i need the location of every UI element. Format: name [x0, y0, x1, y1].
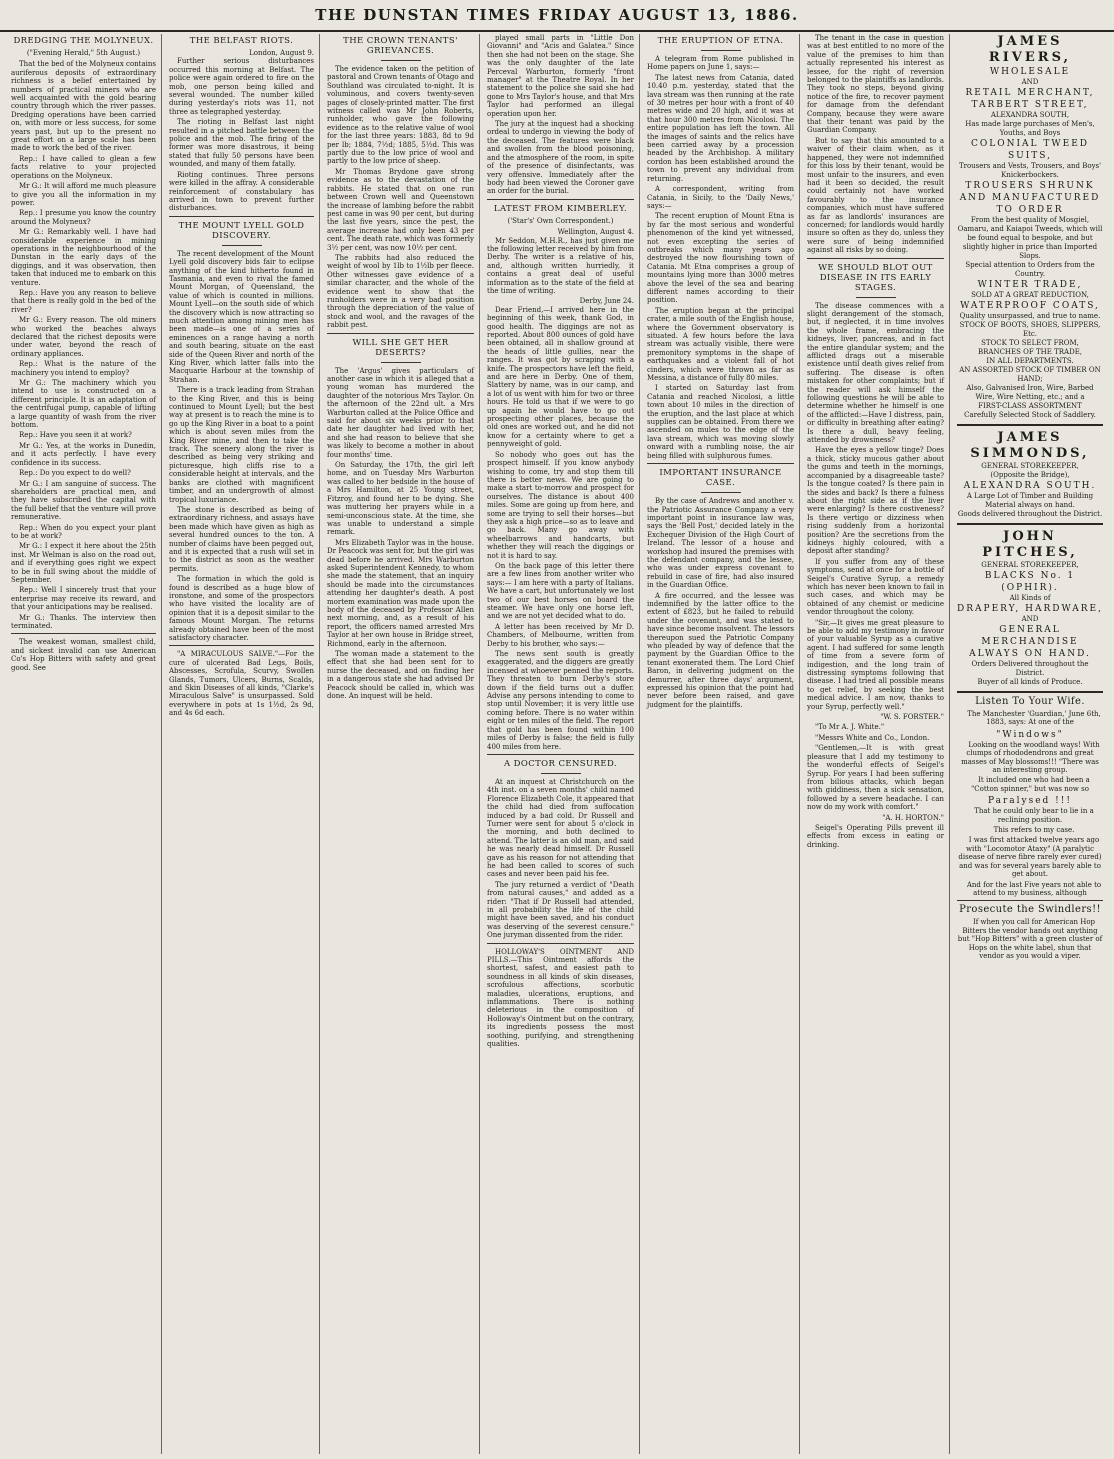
advert-line: Buyer of all kinds of Produce.	[977, 678, 1083, 686]
paragraph: The formation in which the gold is found is described as a huge blow of ironstone, and some of the prospectors who have visited the locality are of opinion that it is a deposit similar to the famous Mount Morgan. The returns already obtained have been of the most satisfactory character.	[169, 575, 314, 642]
divider	[807, 258, 944, 259]
advert-line: "Windows"	[996, 729, 1064, 740]
paragraph: The eruption began at the principal crater, a mile south of the English house, where the Government observatory is situated. A few hours before the lava stream was actually visible, there were premonitory symptoms in the shape of earthquakes and a violent fall of hot cinders, which were thrown as far as Messina, a distance of fully 80 miles.	[647, 306, 794, 383]
column-7-advertisements	[952, 34, 1108, 1454]
advert-line: DRAPERY, HARDWARE,	[957, 604, 1103, 614]
article-heading: WILL SHE GET HER DESERTS?	[352, 337, 449, 358]
article-heading: LATEST FROM KIMBERLEY.	[493, 203, 628, 214]
advert-line: Paralysed !!!	[987, 796, 1073, 807]
divider	[701, 492, 741, 493]
paragraph: On the back page of this letter there are a few lines from another writer who says:— I am here with a party of Italians. We have a cart, but unfortunately we lost two of our best horses on board the steamer. We have only one horse left, and we are not yet decided what to do.	[487, 561, 634, 621]
advert-line: IN ALL DEPARTMENTS.	[986, 357, 1074, 365]
testimonial: "Messrs White and Co., London.	[815, 733, 930, 742]
paragraph: Further serious disturbances occurred this morning at Belfast. The police were again ordered to fire on the mob, one person being killed and several wounded. The number killed during yesterday's riots was 11, not three as telegraphed yesterday.	[169, 57, 314, 116]
advert-line: STOCK TO SELECT FROM,	[981, 339, 1079, 347]
paragraph: Dear Friend,—I arrived here in the beginning of this week, thank God, in good health. The diggings are not as reported. About 800 ounces of gold have been obtained, all in shallow ground at the heads of little gullies, near the ranges. It was got by scraping with a knife. The prospectors have left the field, and are here in Derby. One of them, Slattery by name, was in our camp, and a lot of us went with him for two or three hours. He told us that if we were to go up again he would have to go out prospecting other places, because the old ones are worked out, and he did not know for a certainty where to get a pennyweight of gold.	[487, 305, 634, 449]
paragraph: The woman made a statement to the effect that she had been sent for to nurse the deceased, and on finding her in a dangerous state she had advised Dr Peacock should be called in, which was done. An inquest will be held.	[327, 650, 474, 701]
testimonial: "Sir,—It gives me great pleasure to be able to add my testimony in favour of your valuable Syrup as a curative agent. I had suffered for some length of time from a severe form of indigestion, and the long train of distressing symptoms following that disease. I had tried all possible means to get relief, by seeking the best medical advice. I am now, thanks to your Syrup, perfectly well."	[807, 618, 944, 711]
paragraph: The rioting in Belfast last night resulted in a pitched battle between the police and the mob. The firing of the former was more disastrous, it being stated that fully 50 persons have been wounded, and many of them fatally.	[169, 118, 314, 169]
dateline: Wellington, August 4.	[557, 228, 634, 237]
article-heading: A DOCTOR CENSURED.	[503, 758, 618, 769]
divider	[957, 424, 1103, 426]
paragraph: The jury at the inquest had a shocking ordeal to undergo in viewing the body of the deceased. The features were black and swollen from the blood poisoning, and the atmosphere of the room, in spite of the presence of disinfectants, was very offensive. Immediately after the body had been viewed the Coroner gave an order for the burial.	[487, 120, 634, 196]
paragraph: Mr G.: Thanks. The interview then terminated.	[11, 613, 156, 630]
paragraph: The latest news from Catania, dated 10.40 p.m. yesterday, stated that the lava stream was then running at the rate of 30 metres per hour with a front of 40 metres wide and 20 high, and it was at that hour 300 metres from Nicolosi. The entire population has left the town. All the images of saints and the relics have been carried away by a procession headed by the Archbishop. A military cordon has been established around the town to prevent any individual from returning.	[647, 73, 794, 183]
paragraph: I started on Saturday last from Catania and reached Nicolosi, a little town about 10 miles in the direction of the eruption, and the last place at which supplies can be obtained. From there we ascended on mules to the edge of the lava stream, which was moving slowly onward with a rumbling noise, the air being filled with sulphurous fumes.	[647, 384, 794, 460]
divider	[169, 645, 314, 646]
paragraph: At an inquest at Christchurch on the 4th inst. on a seven months' child named Florence Elizabeth Cole, it appeared that the child had died from suffocation induced by a bad cold. Dr Russell and Turner were sent for about 5 o'clock in the morning, and both declined to attend. The latter is an old man, and said he was nearly dead himself. Dr Russell gave as his reason for not attending that he had been called to scores of such cases and never been paid his fee.	[487, 777, 634, 879]
advert-heading: Prosecute the Swindlers!!	[959, 904, 1101, 916]
paragraph: Mr G.: It will afford me much pleasure to give you all the information in my power.	[11, 182, 156, 207]
paragraph: Rep.: Well I sincerely trust that your enterprise may receive its reward, and that your anticipations may be realised.	[11, 586, 156, 612]
divider	[169, 216, 314, 217]
advert-line: GENERAL MERCHANDISE	[981, 625, 1079, 647]
paragraph: Mr Thomas Brydone gave strong evidence as to the devastation of the rabbits. He stated that on one run between Crown well and Queenstown the increase of lambing before the rabbit pest came in was 90 per cent, but during the last five years, since the pest, the average increase had only been 43 per cent. The death rate, which was formerly 3½ per cent, was now 10½ per cent.	[327, 167, 474, 252]
advert-line: BRANCHES OF THE TRADE,	[977, 348, 1083, 356]
advert-line: All Kinds of	[1009, 594, 1051, 602]
paragraph: The Manchester 'Guardian,' June 6th, 1883, says: At one of the	[967, 710, 1101, 727]
paragraph: So nobody who goes out has the prospect himself. If you know anybody wishing to come, try and stop them till there is better news. We are going to make a start to-morrow and prospect for ourselves. The distance is about 400 miles. Some are going up from here, and some are trying to sell their horses—but they ask a high price—so as to leave and go back. Many go away with wheelbarrows and handcarts, but whether they will reach the diggings or not it is hard to say.	[487, 450, 634, 560]
article-source: ("Evening Herald," 5th August.)	[26, 49, 141, 57]
divider	[957, 523, 1103, 525]
advert-line: Orders Delivered throughout the District.	[971, 660, 1089, 677]
advert-paragraph: "A MIRACULOUS SALVE."—For the cure of ulcerated Bad Legs, Boils, Abscesses, Scrofula, Scurvy, Swollen Glands, Tumors, Ulcers, Burns, Scalds, and Skin Diseases of all kinds, "Clarke's Miraculous Salve" is unsurpassed. Sold everywhere in pots at 1s 1½d, 2s 9d, and 4s 6d each.	[169, 650, 314, 718]
advert-name: JOHN PITCHES,	[982, 529, 1078, 560]
article-heading: THE ERUPTION OF ETNA.	[657, 36, 784, 46]
advert-name: JAMES RIVERS,	[988, 34, 1072, 65]
divider	[487, 943, 634, 944]
column-2	[164, 34, 320, 1454]
advert-paragraph: HOLLOWAY'S OINTMENT AND PILLS.—This Ointment affords the shortest, safest, and easiest path to soundness in all kinds of skin diseases, scrofulous affections, scorbutic maladies, ulcerations, eruptions, and inflammations. There is nothing deleterious in the composition of Holloway's Ointment but on the contrary, its ingredients possess the most soothing, purifying, and strengthening qualities.	[487, 947, 634, 1049]
advert-line: ALEXANDRA SOUTH.	[963, 481, 1097, 491]
advert-line: A Large Lot of Timber and Building Material always on hand.	[966, 492, 1094, 509]
paragraph: Rep.: Have you seen it at work?	[19, 431, 132, 440]
paragraph: The stone is described as being of extraordinary richness, and assays have been made which have given as high as several hundred ounces to the ton. A number of claims have been pegged out, and it is expected that a rush will set in to the district as soon as the weather permits.	[169, 505, 314, 573]
paragraph: The evidence taken on the petition of pastoral and Crown tenants of Otago and Southland was circulated to-night. It is voluminous, and covers twenty-seven pages of closely-printed matter. The first witness called was Mr John Roberts, runholder, who gave the following evidence as to the relative value of wool for the last three years: 1883, 8d to 9d per lb; 1884, 7½d; 1885, 5½d. This was partly due to the low price of wool and partly to the low price of sheep.	[327, 65, 474, 166]
divider	[647, 463, 794, 464]
paragraph: On Saturday, the 17th, the girl left home, and on Tuesday Mrs Warburton was called to her bedside in the house of a Mrs Hamilton, at 25 Young street, Fitzroy, and found her to be dying. She was muttering her prayers while in a semi-unconscious state. At the time, she was unable to understand a simple remark.	[327, 461, 474, 537]
article-heading: THE MOUNT LYELL GOLD DISCOVERY.	[178, 220, 305, 241]
paragraph: But to say that this amounted to a waiver of their claim when, as it happened, they were not indemnified for this loss by their tenant, would be most unfair to the insurers, and even had it been so decided, the result could certainly not have worked favourably to the insurance companies, which must have suffered as far as landlords' insurances are concerned; for landlords would hardly insure so often as they do, unless they were sure of being indemnified against all risks by so doing.	[807, 136, 944, 255]
paragraph: A letter has been received by Mr D. Chambers, of Melbourne, written from Derby to his brother, who says:—	[487, 622, 634, 648]
paragraph: If when you call for American Hop Bitters the vendor hands out anything but "Hop Bitters" with a green cluster of Hops on the white label, shun that vendor as you would a viper.	[957, 918, 1103, 960]
divider	[487, 199, 634, 200]
advert-heading: Listen To Your Wife.	[975, 696, 1085, 707]
paragraph: There is a track leading from Strahan to the King River, and this is being continued to Mount Lyell; but the best way at present is to reach the mine is to go up the King River in a boat to a point which is about seven miles from the King River mine, and then to take the track. The scenery along the river is described as being very striking and picturesque, high cliffs rise to a considerable height at intervals, and the banks are clothed with magnificent timber, and an undergrowth of almost tropical luxuriance.	[169, 386, 314, 504]
advert-line: Trousers and Vests, Trousers, and Boys' Knickerbockers.	[958, 162, 1102, 179]
paragraph: And for the last Five years not able to attend to my business, although	[966, 880, 1102, 897]
advert-line: TROUSERS SHRUNK AND MANUFACTURED TO ORDER	[959, 181, 1101, 215]
masthead	[0, 0, 1114, 32]
advert-line: ALEXANDRA SOUTH,	[990, 111, 1070, 119]
column-5	[642, 34, 800, 1454]
article-source: ('Star's' Own Correspondent.)	[507, 216, 614, 225]
advert-line: TARBERT STREET,	[971, 100, 1089, 110]
paragraph: Mr G.: Remarkably well. I have had considerable experience in mining operations in the neighbourhood of the Dunstan in the early days of the diggings, and it was observation, then taken that induced me to embark on this venture.	[11, 228, 156, 287]
advert-line: (Opposite the Bridge),	[990, 471, 1070, 479]
advert-name: JAMES SIMMONDS,	[970, 430, 1090, 461]
advert-line: AN ASSORTED STOCK OF TIMBER ON HAND;	[959, 366, 1101, 383]
article-heading: THE CROWN TENANTS' GRIEVANCES.	[343, 36, 458, 56]
advert-line: Carefully Selected Stock of Saddlery.	[964, 411, 1096, 419]
divider	[487, 754, 634, 755]
column-4	[482, 34, 640, 1454]
paragraph: A fire occurred, and the lessee was indemnified by the latter office to the extent of £823, but he failed to rebuild under the covenant, and was stated to have since become insolvent. The lessors thereupon sued the Patriotic Company who pleaded by way of defence that the payment by the Guardian Office to the tenant exonerated them. The Lord Chief Baron, in delivering judgment on the demurrer, after three days' argument, expressed his opinion that the point had never before been raised, and gave judgment for the plaintiffs.	[647, 591, 794, 709]
paragraph: Rep.: I have called to glean a few facts relative to your projected operations on the Molyneux.	[11, 154, 156, 180]
divider	[327, 333, 474, 334]
paragraph: Rep.: I presume you know the country around the Molyneux?	[11, 209, 156, 226]
divider	[222, 245, 262, 246]
paragraph: I was first attacked twelve years ago with "Locomotor Ataxy" (A paralytic disease of nerve fibre rarely ever cured) and was for several years barely able to get about.	[958, 836, 1102, 879]
paragraph: Seigel's Operating Pills prevent ill effects from excess in eating or drinking.	[807, 823, 944, 849]
paragraph: The recent eruption of Mount Etna is by far the most serious and wonderful phenomenon of the kind yet witnessed, not even excepting the series of outbreaks which many years ago destroyed the now flourishing town of Catania. Mt Etna comprises a group of mountains lying more than 3000 metres above the level of the sea and bearing different names according to their position.	[647, 212, 794, 305]
dateline: London, August 9.	[249, 49, 314, 57]
advert-line: COLONIAL TWEED SUITS,	[971, 139, 1089, 161]
paragraph: The 'Argus' gives particulars of another case in which it is alleged that a young woman has murdered the daughter of the notorious Mrs Taylor. On the afternoon of the 22nd ult. a Mrs Warburton called at the Police Office and said for about six weeks prior to that date her daughter had lived with her, and she had reason to believe that she was likely to become a mother in about four months' time.	[327, 366, 474, 459]
paragraph: Rep.: Do you expect to do well?	[19, 469, 131, 478]
advert-line: Quality unsurpassed, and true to name.	[959, 312, 1101, 320]
article-heading: THE BELFAST RIOTS.	[189, 36, 294, 46]
paragraph: Mr G.: The machinery which you intend to use is constructed on a different principle. It is an adaptation of the centrifugal pump, capable of lifting a large quantity of wash from the river bottom.	[11, 379, 156, 430]
article-heading: IMPORTANT INSURANCE CASE.	[659, 468, 782, 489]
paragraph: The news sent south is greatly exaggerated, and the diggers are greatly incensed at whoever penned the reports. They threaten to burn Derby's store down if the field turns out a duffer. Advise any persons intending to come to stop until November; it is very little use coming before. There is no water within eight or ten miles of the field. The report that gold has been found within 100 miles of Derby is false; the field is fully 400 miles from here.	[487, 650, 634, 751]
paragraph: Mrs Elizabeth Taylor was in the house. Dr Peacock was sent for, but the girl was dead before he arrived. Mrs Warburton asked Superintendent Kennedy, to whom she made the statement, that an inquiry should be made into the circumstances attending her daughter's death. A post mortem examination was made upon the body of the deceased by Professor Allen next morning, and, as a result of his report, the officers named arrested Mrs Taylor at her own house in Bridge street, Richmond, early in the afternoon.	[327, 538, 474, 648]
paragraph: That he could only bear to lie in a reclining position.	[974, 807, 1094, 824]
paragraph: Have the eyes a yellow tinge? Does a thick, sticky mucous gather about the gums and teeth in the mornings, accompanied by a disagreeable taste? Is the tongue coated? Is there pain in the sides and back? Is there a fulness about the right side as if the liver were enlarging? Is there costiveness? Is there vertigo or dizziness when rising suddenly from a horizontal position? Are the secretions from the kidneys highly coloured, with a deposit after standing?	[807, 446, 944, 556]
advert-line: FIRST-CLASS ASSORTMENT	[978, 402, 1082, 410]
divider	[11, 633, 156, 634]
advert-line: Also, Galvanised Iron, Wire, Barbed Wire, Wire Netting, etc.; and a	[966, 384, 1094, 401]
advert-line: Special attention to Orders from the Country.	[965, 261, 1095, 278]
paragraph: If you suffer from any of these symptoms, send at once for a bottle of Seigel's Curative Syrup, a remedy which has never been known to fail in such cases, and which may be obtained of any chemist or medicine vendor throughout the colony.	[807, 557, 944, 617]
advert-line: AND	[1021, 78, 1039, 86]
article-heading: WE SHOULD BLOT OUT DISEASE IN ITS EARLY STAGES.	[818, 262, 933, 293]
divider	[701, 50, 741, 51]
paragraph: Mr G.: Every reason. The old miners who worked the beaches always declared that the richest deposits were under water, beyond the reach of ordinary appliances.	[11, 316, 156, 358]
article-heading: DREDGING THE MOLYNEUX.	[13, 36, 154, 46]
paragraph: Rep.: What is the nature of the machinery you intend to employ?	[11, 360, 156, 377]
paragraph: Mr Seddon, M.H.R., has just given me the following letter received by him from Derby. The writer is a relative of his, and, although written hurriedly, it contains a great deal of useful information as to the state of the field at the time of writing.	[487, 236, 634, 295]
paragraph: By the case of Andrews and another v. the Patriotic Assurance Company a very important point in insurance law was, says the 'Bell Post,' decided lately in the Exchequer Division of the High Court of Ireland. The lessor of a house and workshop had insured the premises with the defendant company, and the lessee, who was under express covenant to rebuild in case of fire, had also insured in the Guardian Office.	[647, 497, 794, 590]
paragraph: played small parts in "Little Don Giovanni" and "Acis and Galatea." Since then she had not been on the stage. She was the only daughter of the late Perceval Warburton, formerly "front manager" at the Theatre Royal. In her statement to the police she said she had gone to Mrs Taylor's house, and that Mrs Taylor had performed an illegal operation upon her.	[487, 34, 634, 118]
advert-line: BLACKS No. 1 (OPHIR).	[984, 571, 1076, 593]
divider	[957, 900, 1103, 901]
paragraph: Mr G.: I am sanguine of success. The shareholders are practical men, and they have subscribed the capital with the full belief that the venture will prove remunerative.	[11, 479, 156, 522]
paragraph: It included one who had been a "Cotton spinner," but was now so	[971, 776, 1090, 793]
advert-line: WATERPROOF COATS,	[960, 301, 1100, 311]
paragraph: The rabbits had also reduced the weight of wool by 1lb to 1½lb per fleece. Other witnesses gave evidence of a similar character, and the whole of the evidence went to show that the runholders were in a very bad position through the depreciation of the value of stock and wool, and the ravages of the rabbit pest.	[327, 253, 474, 330]
paragraph: Rioting continues. Three persons were killed in the affray. A considerable reinforcement of constabulary has arrived in town to prevent further disturbances.	[169, 170, 314, 213]
advert-line: RETAIL MERCHANT,	[965, 88, 1095, 98]
advert-line: WHOLESALE	[989, 67, 1071, 77]
paragraph: That the bed of the Molyneux contains auriferous deposits of extraordinary richness is a belief entertained by numbers of practical miners who are well acquainted with the gold bearing country through which the river passes. Dredging operations have been carried on, with more or less success, for some years past, but up to the present no great effort on a large scale has been made to work the bed of the river.	[11, 60, 157, 153]
advert-paragraph: The weakest woman, smallest child, and sickest invalid can use American Co's Hop Bitters with safety and great good. See	[11, 638, 156, 672]
paragraph: Looking on the woodland ways! With clumps of rhododendrons and great masses of May blossoms!!! "There was an interesting group.	[961, 740, 1100, 775]
testimonial: "Gentlemen,—It is with great pleasure that I add my testimony to the wonderful effects of Seigel's Syrup. For years I had been suffering from bilious attacks, which began with giddiness, then a sick sensation, followed by a severe headache. I can now do my work with comfort."	[807, 744, 944, 812]
advert-line: From the best quality of Mosgiel, Oamaru, and Kaiapoi Tweeds, which will be found equal to bespoke, and but slightly higher in price than Imported Slops.	[957, 216, 1103, 260]
advert-line: STOCK OF BOOTS, SHOES, SLIPPERS, Etc.	[959, 321, 1101, 338]
column-1	[6, 34, 162, 1454]
advert-line: GENERAL STOREKEEPER,	[981, 462, 1079, 470]
signature: "W. S. FORSTER."	[880, 713, 944, 722]
advert-line: Goods delivered throughout the District.	[957, 510, 1103, 518]
paragraph: Mr G.: Yes, at the works in Dunedin, and it acts perfectly. I have every confidence in its success.	[11, 441, 156, 467]
paragraph: Rep.: When do you expect your plant to be at work?	[11, 523, 156, 540]
divider	[381, 362, 421, 363]
column-6	[802, 34, 950, 1454]
testimonial: "To Mr A. J. White."	[815, 723, 885, 732]
divider	[856, 297, 896, 298]
paragraph: Mr G.: I expect it here about the 25th inst. Mr Welman is also on the road out, and if everything goes right we expect to be in full swing about the middle of September.	[11, 542, 156, 584]
signature: "A. H. HORTON."	[882, 813, 944, 822]
columns	[6, 34, 1108, 1454]
dateline: Derby, June 24.	[579, 297, 634, 306]
advert-line: ALWAYS ON HAND.	[969, 649, 1091, 659]
paragraph: The tenant in the case in question was at best entitled to no more of the value of the premises to him than actually represented his interest as lessee, for the right of reversion belonged to the plaintiffs as landlords. They took no steps, beyond giving notice of the fire, to recover payment for damage from the defendant Company, because they were aware that their tenant was paid by the Guardian Company.	[807, 34, 944, 135]
paragraph: The recent development of the Mount Lyell gold discovery bids fair to eclipse anything of the kind hitherto found in Tasmania, and even to rival the famed Mount Morgan, of Queensland, the value of which is counted in millions. Mount Lyell—on the south side of which the discovery which is now attracting so much attention among mining men has been made—is one of a series of eminences on a range having a north and south bearing, situate on the east side of the Queen River and north of the King River, which latter falls into the Macquarie Harbour at the township of Strahan.	[169, 249, 314, 384]
column-3	[322, 34, 480, 1454]
paragraph: This refers to my case.	[993, 826, 1075, 835]
divider	[957, 691, 1103, 693]
masthead-title: THE DUNSTAN TIMES FRIDAY AUGUST 13, 1886.	[315, 6, 799, 24]
paragraph: A telegram from Rome published in Home papers on June 1, says:—	[647, 55, 794, 72]
paragraph: Rep.: Have you any reason to believe that there is really gold in the bed of the river?	[11, 288, 156, 314]
advert-line: WINTER TRADE,	[977, 280, 1083, 290]
advert-line: GENERAL STOREKEEPER,	[981, 561, 1079, 569]
paragraph: The disease commences with a slight derangement of the stomach, but, if neglected, it in time involves the whole frame, embracing the kidneys, liver, pancreas, and in fact the entire glandular system; and the afflicted drags out a miserable existence until death gives relief from suffering. The disease is often mistaken for other complaints; but if the reader will ask himself the following questions he will be able to determine whether he himself is one of the afflicted:—Have I distress, pain, or difficulty in breathing after eating? Is there a dull, heavy feeling, attended by drowsiness?	[807, 301, 944, 445]
paragraph: The jury returned a verdict of "Death from natural causes," and added as a rider: "That if Dr Russell had attended, in all probability the life of the child might have been saved, and his conduct was deserving of the severest censure." One juryman dissented from the rider.	[487, 880, 634, 940]
divider	[541, 773, 581, 774]
advert-line: Has made large purchases of Men's, Youths, and Boys	[965, 120, 1095, 137]
advert-line: AND	[1021, 615, 1039, 623]
divider	[381, 60, 421, 61]
advert-line: SOLD AT A GREAT REDUCTION,	[971, 291, 1089, 299]
paragraph: A correspondent, writing from Catania, in Sicily, to the 'Daily News,' says:—	[647, 185, 794, 210]
